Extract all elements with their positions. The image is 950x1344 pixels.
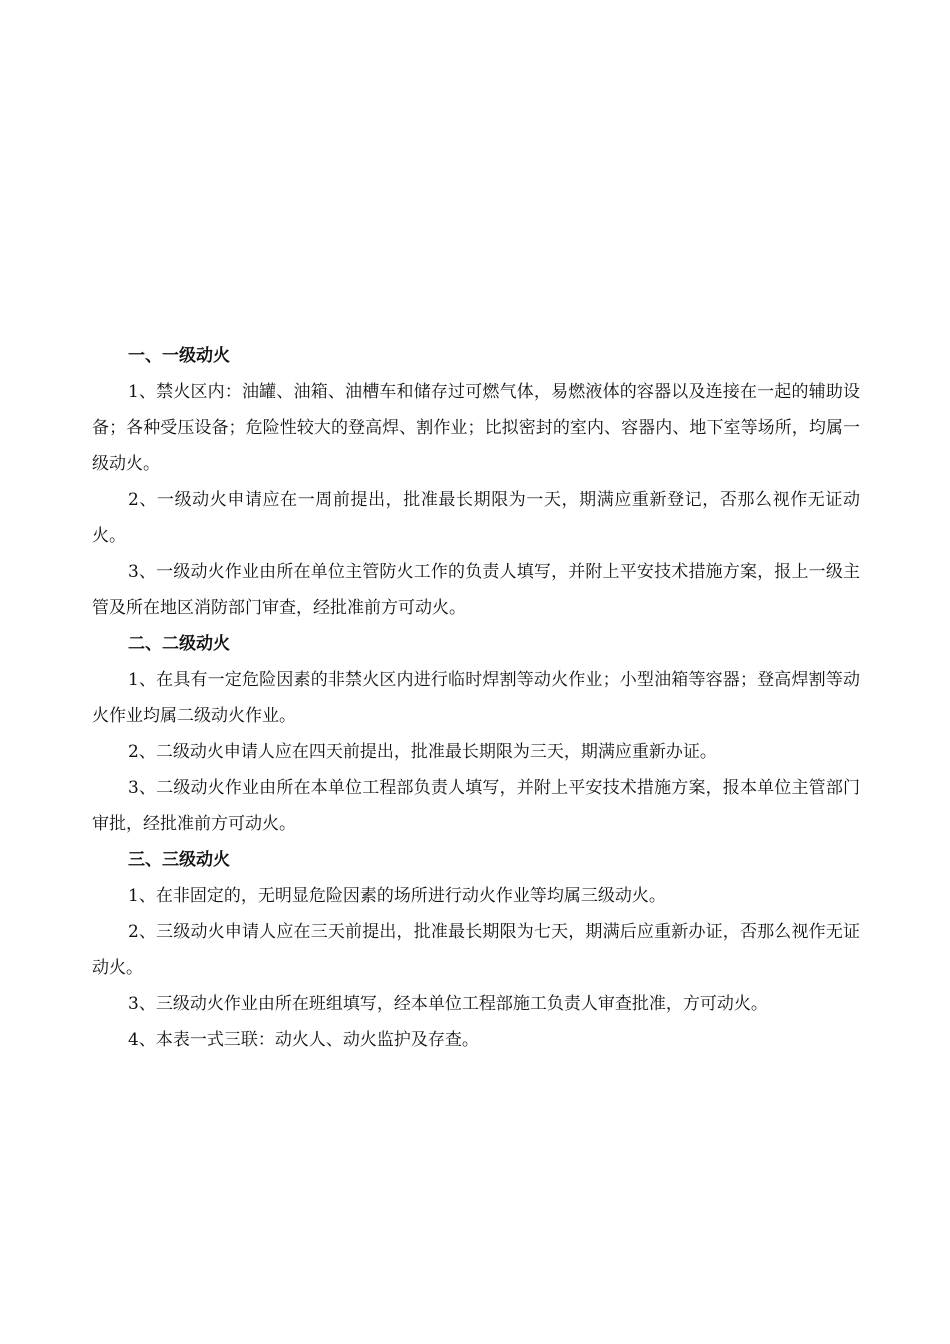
- paragraph: 2、三级动火申请人应在三天前提出，批准最长期限为七天，期满后应重新办证，否那么视作无证动火。: [92, 922, 860, 978]
- section-level-1: [92, 338, 860, 626]
- section-level-2: [92, 626, 860, 842]
- paragraph: 4、本表一式三联：动火人、动火监护及存查。: [128, 1030, 479, 1050]
- paragraph: 3、一级动火作业由所在单位主管防火工作的负责人填写，并附上平安技术措施方案，报上一级主管及所在地区消防部门审查，经批准前方可动火。: [92, 562, 860, 618]
- section-heading: 二、二级动火: [128, 634, 230, 654]
- paragraph: 2、一级动火申请应在一周前提出，批准最长期限为一天，期满应重新登记，否那么视作无证动火。: [92, 490, 860, 546]
- section-heading: 三、三级动火: [128, 850, 230, 870]
- section-heading: 一、一级动火: [128, 346, 230, 366]
- paragraph: 1、在非固定的，无明显危险因素的场所进行动火作业等均属三级动火。: [128, 886, 666, 906]
- paragraph: 1、禁火区内：油罐、油箱、油槽车和储存过可燃气体，易燃液体的容器以及连接在一起的辅助设备；各种受压设备；危险性较大的登高焊、割作业；比拟密封的室内、容器内、地下室等场所，均属一级动火。: [92, 382, 860, 474]
- section-level-3: [92, 842, 860, 1058]
- document-body: [92, 338, 860, 1058]
- paragraph: 2、二级动火申请人应在四天前提出，批准最长期限为三天，期满应重新办证。: [128, 742, 717, 762]
- paragraph: 3、二级动火作业由所在本单位工程部负责人填写，并附上平安技术措施方案，报本单位主管部门审批，经批准前方可动火。: [92, 778, 860, 834]
- paragraph: 3、三级动火作业由所在班组填写，经本单位工程部施工负责人审查批准，方可动火。: [128, 994, 768, 1014]
- paragraph: 1、在具有一定危险因素的非禁火区内进行临时焊割等动火作业；小型油箱等容器；登高焊割等动火作业均属二级动火作业。: [92, 670, 860, 726]
